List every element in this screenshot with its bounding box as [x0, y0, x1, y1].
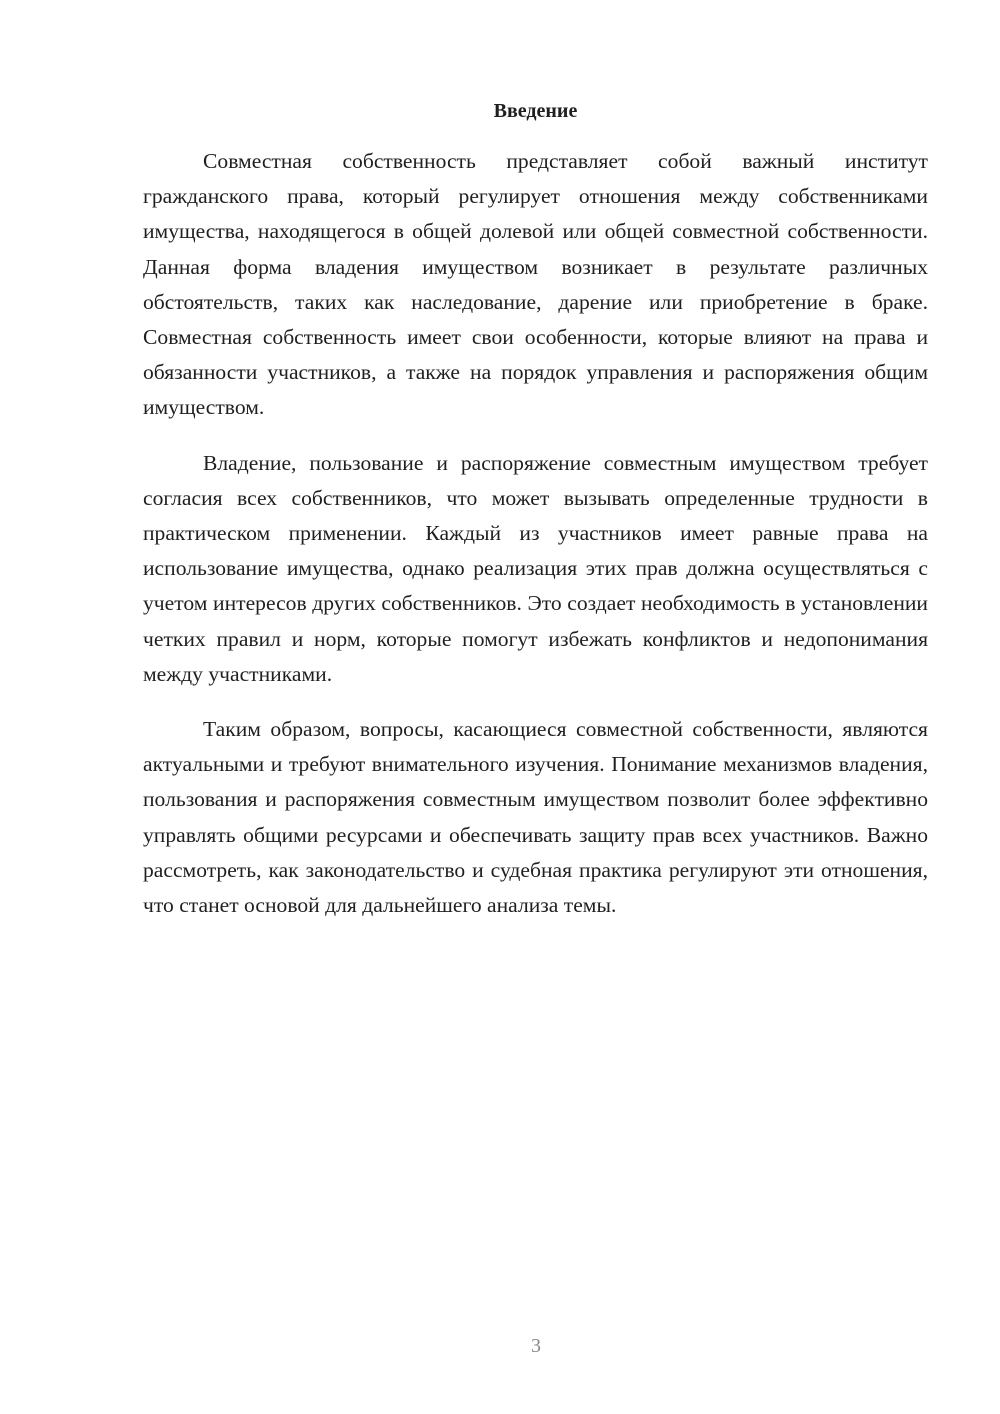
- paragraph-ownership-rights: Владение, пользование и распоряжение совместным имуществом требует согласия всех собственников, что может вызывать определенные трудности в практическом применении. Каждый из участников имеет равные права на использование имущества, однако реализация этих прав должна осуществляться с учетом интересов других собственников. Это создает необходимость в установлении четких правил и норм, которые помогут избежать конфликтов и недопонимания между участниками.: [143, 450, 928, 686]
- paragraph-intro: Совместная собственность представляет собой важный институт гражданского права, который регулирует отношения между собственниками имущества, находящегося в общей долевой или общей совместной собственности. Данная форма владения имуществом возникает в результате различных обстоятельств, таких как наследование, дарение или приобретение в браке. Совместная собственность имеет свои особенности, которые влияют на права и обязанности участников, а также на порядок управления и распоряжения общим имуществом.: [143, 149, 928, 420]
- page-content: [143, 96, 928, 923]
- section-title: Введение: [493, 100, 578, 122]
- paragraph-conclusion: Таким образом, вопросы, касающиеся совместной собственности, являются актуальными и требуют внимательного изучения. Понимание механизмов владения, пользования и распоряжения совместным имуществом позволит более эффективно управлять общими ресурсами и обеспечивать защиту прав всех участников. Важно рассмотреть, как законодательство и судебная практика регулируют эти отношения, что станет основой для дальнейшего анализа темы.: [143, 717, 928, 918]
- page-number: 3: [531, 1335, 541, 1357]
